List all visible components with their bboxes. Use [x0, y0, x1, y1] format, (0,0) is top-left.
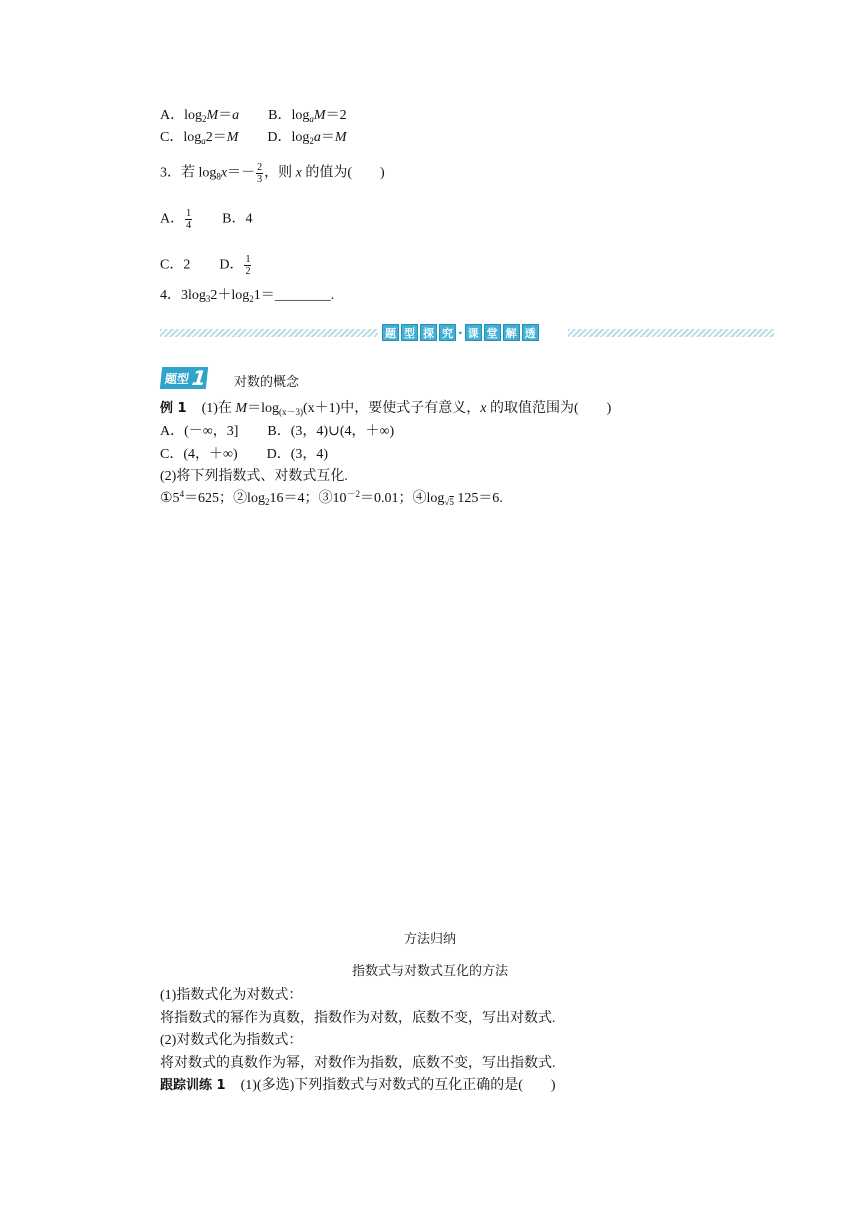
- option-d: D．(3，4): [266, 447, 329, 462]
- var-m: M: [334, 130, 347, 145]
- training-text: (1)(多选)下列指数式与对数式的互化正确的是( ): [240, 1078, 556, 1093]
- q3-text: ，则: [264, 165, 296, 181]
- q3-text: ＝－: [227, 165, 256, 181]
- fraction: [256, 162, 263, 185]
- var-m: M: [313, 108, 326, 123]
- eq-value: ＝2: [325, 108, 347, 123]
- item-text: ＝0.01；: [359, 491, 413, 506]
- section-banner: [382, 323, 539, 342]
- topic-tag-label: 题型: [164, 371, 190, 386]
- q2-options-row-1: [160, 107, 347, 125]
- var-x: x: [295, 165, 302, 181]
- item-text: ②log: [233, 491, 265, 506]
- option-a: A．(－∞，3]: [160, 424, 239, 439]
- option-b: B．4: [222, 211, 253, 227]
- option-c: C．(4，＋∞): [160, 447, 238, 462]
- option-a-label: A．log: [160, 108, 202, 123]
- numerator: 1: [245, 254, 251, 265]
- example-1-options-ab: [160, 423, 394, 441]
- topic-tag: [160, 367, 208, 389]
- var-m: M: [226, 130, 239, 145]
- banner-char: 型: [401, 324, 418, 341]
- banner-char: 探: [420, 324, 437, 341]
- example-text: (1)在: [201, 401, 236, 416]
- topic-title: 对数的概念: [234, 375, 300, 390]
- method-p1: (1)指数式化为对数式：: [160, 988, 303, 1003]
- subscript: 3: [205, 294, 211, 304]
- banner-char: 课: [465, 324, 482, 341]
- numerator: 1: [186, 208, 192, 219]
- q4-text: 4．3log: [160, 288, 206, 303]
- example-1-items: [160, 490, 503, 508]
- item-text: 16＝4；: [269, 491, 319, 506]
- banner-hatch-right: [568, 329, 774, 337]
- question-3-options-ab: [160, 208, 252, 231]
- superscript: －2: [346, 489, 360, 499]
- question-3-options-cd: [160, 254, 252, 277]
- option-b: B．(3，4)∪(4，＋∞): [267, 424, 395, 439]
- fraction: [244, 254, 251, 277]
- item-text: ④log: [412, 491, 445, 506]
- eq: ＝: [218, 108, 233, 123]
- banner-hatch-left: [160, 329, 378, 337]
- superscript: 4: [179, 489, 185, 499]
- subscript: 8: [216, 171, 221, 182]
- training-label: 跟踪训练 1: [160, 1078, 226, 1093]
- subscript: 2: [249, 294, 254, 304]
- example-label: 例 1: [160, 401, 187, 416]
- method-heading: 方法归纳: [403, 932, 456, 947]
- training-1: [160, 1077, 556, 1095]
- banner-char: 解: [503, 324, 520, 341]
- item-text: 125＝6.: [453, 491, 503, 506]
- subscript: a: [309, 114, 314, 124]
- sqrt-subscript: √5: [444, 497, 454, 507]
- example-1-part-2: (2)将下列指数式、对数式互化.: [160, 469, 348, 484]
- banner-char: 透: [522, 324, 539, 341]
- topic-tag-number: 1: [190, 366, 208, 390]
- banner-char: 堂: [484, 324, 501, 341]
- option-d-label: D．log: [267, 130, 310, 145]
- option-b-label: B．log: [268, 108, 310, 123]
- var-m: M: [235, 401, 248, 416]
- q3-text: 3．若 log: [160, 165, 217, 181]
- example-text: 的取值范围为( ): [486, 401, 612, 416]
- radicand: 5: [449, 497, 454, 507]
- subscript: 2: [309, 136, 314, 146]
- option-d-label: D．: [219, 257, 244, 273]
- method-p3: (2)对数式化为指数式：: [160, 1033, 303, 1048]
- q4-text: 1＝________.: [253, 288, 335, 303]
- var-x: x: [480, 401, 487, 416]
- eq: ＝: [320, 130, 335, 145]
- fraction: [185, 208, 192, 231]
- method-p2: 将指数式的幂作为真数，指数作为对数，底数不变，写出对数式.: [160, 1011, 556, 1026]
- subscript: a: [201, 136, 206, 146]
- item-text: ＝625；: [184, 491, 234, 506]
- subscript: 2: [202, 114, 207, 124]
- method-p4: 将对数式的真数作为幂，对数作为指数，底数不变，写出指数式.: [160, 1056, 556, 1071]
- denominator: 4: [186, 220, 192, 231]
- example-1-stem: [160, 400, 611, 418]
- example-text: ＝log: [247, 401, 279, 416]
- q4-text: 2＋log: [210, 288, 250, 303]
- banner-char: 究: [439, 324, 456, 341]
- option-c: C．2: [160, 257, 191, 273]
- example-1-options-cd: [160, 446, 328, 464]
- q3-text: 的值为( ): [301, 165, 385, 181]
- banner-dot: ·: [458, 325, 463, 340]
- eq: 2＝: [205, 130, 227, 145]
- option-c-label: C．log: [160, 130, 202, 145]
- question-4: [160, 287, 334, 305]
- var-a: a: [232, 108, 240, 123]
- option-a-label: A．: [160, 211, 185, 227]
- example-text: (x＋1): [302, 401, 341, 416]
- var-x: x: [220, 165, 228, 181]
- var-a: a: [313, 130, 321, 145]
- denominator: 3: [257, 174, 263, 185]
- q2-options-row-2: [160, 129, 347, 147]
- var-m: M: [206, 108, 219, 123]
- item-text: ③10: [318, 491, 347, 506]
- subscript: 2: [264, 497, 270, 507]
- question-3-stem: [160, 162, 385, 185]
- banner-char: 题: [382, 324, 399, 341]
- subscript: (x－3): [278, 407, 303, 417]
- example-text: 中，要使式子有意义，: [340, 401, 481, 416]
- denominator: 2: [245, 266, 251, 277]
- numerator: 2: [257, 162, 263, 173]
- method-subheading: 指数式与对数式互化的方法: [351, 964, 508, 979]
- item-text: ①5: [160, 491, 180, 506]
